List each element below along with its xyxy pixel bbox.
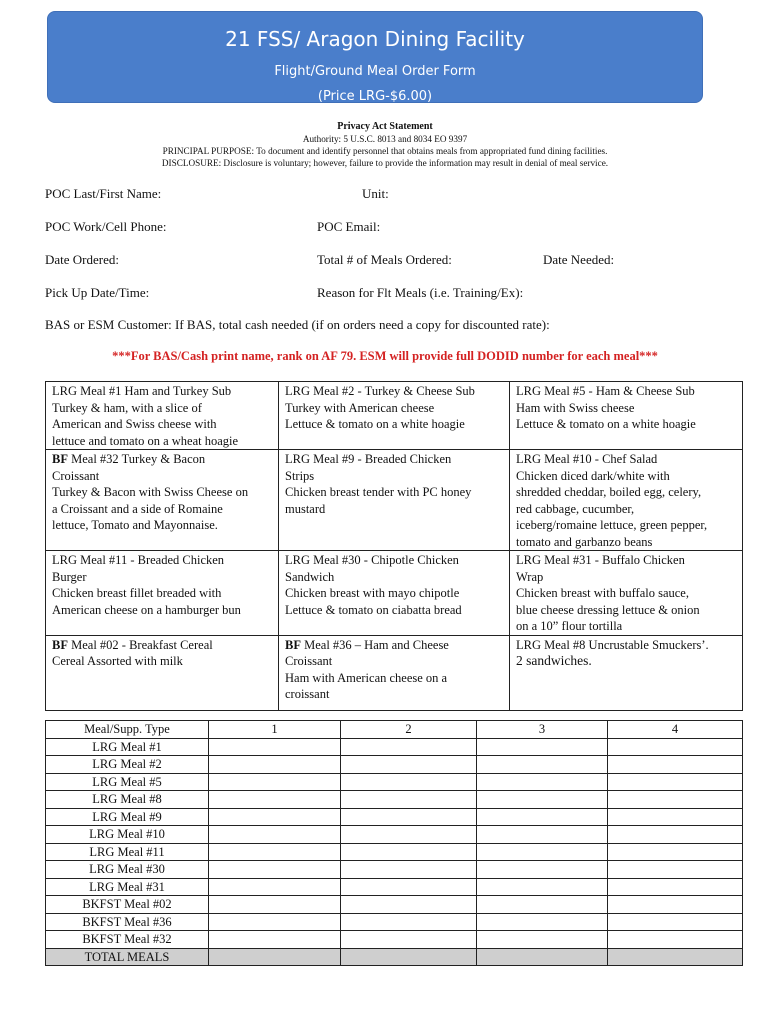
order-row-label: LRG Meal #1 xyxy=(46,738,209,756)
order-entry-cell[interactable] xyxy=(477,791,608,809)
order-row-label: LRG Meal #10 xyxy=(46,826,209,844)
menu-line: Turkey & ham, with a slice of xyxy=(52,400,202,415)
menu-line: LRG Meal #2 - Turkey & Cheese Sub xyxy=(285,384,475,398)
menu-line: lettuce, Tomato and Mayonnaise. xyxy=(52,518,218,532)
order-entry-cell[interactable] xyxy=(209,808,341,826)
order-row xyxy=(46,808,743,826)
menu-line: LRG Meal #5 - Ham & Cheese Sub xyxy=(516,384,695,398)
unit-field[interactable]: Unit: xyxy=(362,186,389,201)
menu-cell-meal-11 xyxy=(46,551,279,636)
order-row xyxy=(46,791,743,809)
order-row xyxy=(46,773,743,791)
order-entry-cell[interactable] xyxy=(608,913,743,931)
bf-tag: BF xyxy=(285,637,301,652)
menu-line: Cereal Assorted with milk xyxy=(52,654,183,668)
menu-line: LRG Meal #1 Ham and Turkey Sub xyxy=(52,384,232,398)
menu-cell-meal-1 xyxy=(46,382,279,450)
order-entry-cell[interactable] xyxy=(209,826,341,844)
order-entry-cell[interactable] xyxy=(209,843,341,861)
bas-esm-field[interactable]: BAS or ESM Customer: If BAS, total cash needed (if on orders need a copy for discounted rate): xyxy=(45,317,550,332)
order-entry-cell[interactable] xyxy=(209,861,341,879)
order-entry-cell[interactable] xyxy=(341,826,477,844)
menu-line: croissant xyxy=(285,687,330,701)
order-body xyxy=(46,738,743,948)
order-entry-cell[interactable] xyxy=(608,878,743,896)
order-header-row xyxy=(46,721,743,739)
order-header-cell: 2 xyxy=(341,721,477,739)
poc-email-field[interactable]: POC Email: xyxy=(317,219,381,234)
order-entry-cell[interactable] xyxy=(341,948,477,966)
menu-line: LRG Meal #9 - Breaded Chicken xyxy=(285,452,452,466)
order-row-label: LRG Meal #11 xyxy=(46,843,209,861)
order-row xyxy=(46,896,743,914)
form-header-banner xyxy=(47,11,703,103)
menu-line: Burger xyxy=(52,569,87,584)
order-row-label: LRG Meal #30 xyxy=(46,861,209,879)
order-entry-cell[interactable] xyxy=(608,791,743,809)
menu-line: shredded cheddar, boiled egg, celery, xyxy=(516,485,702,499)
order-row-label: BKFST Meal #32 xyxy=(46,931,209,949)
order-entry-cell[interactable] xyxy=(477,756,608,774)
order-entry-cell[interactable] xyxy=(477,878,608,896)
menu-line: Ham with American cheese on a xyxy=(285,670,448,685)
menu-line: Chicken breast with buffalo sauce, xyxy=(516,586,689,600)
menu-cell-meal-32 xyxy=(46,450,279,551)
privacy-disclosure: DISCLOSURE: Disclosure is voluntary; however, failure to provide the information may result in denial of meal service. xyxy=(161,158,609,168)
menu-line: Sandwich xyxy=(285,569,335,584)
menu-line: American cheese on a hamburger bun xyxy=(52,602,241,617)
menu-line xyxy=(52,637,274,654)
order-entry-cell[interactable] xyxy=(477,861,608,879)
order-header-cell: Meal/Supp. Type xyxy=(46,721,209,739)
menu-line: a Croissant and a side of Romaine xyxy=(52,501,223,516)
order-entry-cell[interactable] xyxy=(341,773,477,791)
order-row xyxy=(46,826,743,844)
order-row xyxy=(46,931,743,949)
menu-line: LRG Meal #8 Uncrustable Smuckers’. xyxy=(516,637,709,652)
order-entry-cell[interactable] xyxy=(608,843,743,861)
privacy-title: Privacy Act Statement xyxy=(337,121,433,132)
order-entry-cell[interactable] xyxy=(341,808,477,826)
menu-line: LRG Meal #31 - Buffalo Chicken xyxy=(516,553,685,567)
menu-cell-meal-31 xyxy=(510,551,743,636)
menu-line: Ham with Swiss cheese xyxy=(516,400,635,415)
order-entry-cell[interactable] xyxy=(209,931,341,949)
order-entry-cell[interactable] xyxy=(209,773,341,791)
order-row-label: LRG Meal #8 xyxy=(46,791,209,809)
order-entry-cell[interactable] xyxy=(341,913,477,931)
order-entry-cell[interactable] xyxy=(209,896,341,914)
bf-tag: BF xyxy=(52,452,68,466)
order-row-label: LRG Meal #5 xyxy=(46,773,209,791)
menu-line: Lettuce & tomato on a white hoagie xyxy=(516,417,696,431)
order-entry-cell[interactable] xyxy=(341,878,477,896)
menu-cell-meal-10 xyxy=(510,450,743,551)
menu-line: LRG Meal #10 - Chef Salad xyxy=(516,452,658,466)
menu-line: on a 10” flour tortilla xyxy=(516,619,623,633)
menu-line: Turkey & Bacon with Swiss Cheese on xyxy=(52,485,249,499)
order-row xyxy=(46,913,743,931)
privacy-authority: Authority: 5 U.S.C. 8013 and 8034 EO 9397 xyxy=(302,134,468,144)
menu-line: blue cheese dressing lettuce & onion xyxy=(516,602,700,617)
form-subtitle: Flight/Ground Meal Order Form xyxy=(274,64,476,79)
order-entry-cell[interactable] xyxy=(608,756,743,774)
order-row-label: BKFST Meal #36 xyxy=(46,913,209,931)
order-row xyxy=(46,878,743,896)
menu-line: Chicken diced dark/white with xyxy=(516,468,670,483)
order-entry-cell[interactable] xyxy=(209,913,341,931)
menu-line: lettuce and tomato on a wheat hoagie xyxy=(52,433,239,448)
order-entry-cell[interactable] xyxy=(209,948,341,966)
order-entry-cell[interactable] xyxy=(608,948,743,966)
menu-line: Chicken breast fillet breaded with xyxy=(52,586,222,600)
form-price: (Price LRG-$6.00) xyxy=(317,89,433,104)
menu-cell-meal-36 xyxy=(279,635,510,710)
menu-line: LRG Meal #30 - Chipotle Chicken xyxy=(285,553,459,567)
menu-line: Wrap xyxy=(516,569,544,584)
total-meals-row xyxy=(46,948,743,966)
menu-line-rest: Meal #02 - Breakfast Cereal xyxy=(67,637,213,652)
order-entry-cell[interactable] xyxy=(608,773,743,791)
order-entry-cell[interactable] xyxy=(209,738,341,756)
order-header-cell: 4 xyxy=(608,721,743,739)
order-entry-cell[interactable] xyxy=(608,931,743,949)
bas-esm-notice: ***For BAS/Cash print name, rank on AF 79. ESM will provide full DODID number for each meal*** xyxy=(112,349,658,363)
reason-field[interactable]: Reason for Flt Meals (i.e. Training/Ex): xyxy=(317,285,524,300)
order-entry-cell[interactable] xyxy=(477,773,608,791)
meal-menu-table xyxy=(45,381,743,711)
menu-line: Croissant xyxy=(52,468,100,483)
menu-line: Chicken breast with mayo chipotle xyxy=(285,586,460,600)
poc-name-field[interactable]: POC Last/First Name: xyxy=(45,186,162,201)
order-row xyxy=(46,738,743,756)
order-entry-cell[interactable] xyxy=(477,808,608,826)
order-entry-cell[interactable] xyxy=(608,861,743,879)
menu-line: mustard xyxy=(285,501,326,516)
order-row xyxy=(46,843,743,861)
menu-line: LRG Meal #11 - Breaded Chicken xyxy=(52,553,225,567)
menu-cell-meal-2 xyxy=(279,382,510,450)
order-entry-cell[interactable] xyxy=(209,756,341,774)
order-entry-cell[interactable] xyxy=(341,896,477,914)
menu-line: red cabbage, cucumber, xyxy=(516,501,635,516)
order-entry-cell[interactable] xyxy=(608,808,743,826)
date-ordered-field[interactable]: Date Ordered: xyxy=(45,252,119,267)
order-entry-cell[interactable] xyxy=(477,738,608,756)
menu-line: Turkey with American cheese xyxy=(285,400,435,415)
order-row-label: LRG Meal #31 xyxy=(46,878,209,896)
order-row xyxy=(46,756,743,774)
order-row-label: BKFST Meal #02 xyxy=(46,896,209,914)
order-entry-cell[interactable] xyxy=(209,791,341,809)
order-entry-cell[interactable] xyxy=(341,791,477,809)
order-entry-cell[interactable] xyxy=(341,931,477,949)
total-meals-label: TOTAL MEALS xyxy=(46,948,209,966)
date-needed-field[interactable]: Date Needed: xyxy=(543,252,615,267)
order-entry-cell[interactable] xyxy=(477,948,608,966)
order-entry-cell[interactable] xyxy=(477,843,608,861)
order-entry-cell[interactable] xyxy=(341,861,477,879)
order-row-label: LRG Meal #2 xyxy=(46,756,209,774)
order-entry-cell[interactable] xyxy=(477,913,608,931)
menu-line: iceberg/romaine lettuce, green pepper, xyxy=(516,518,708,532)
menu-line xyxy=(285,637,505,654)
menu-line: Croissant xyxy=(285,654,333,668)
menu-cell-meal-02 xyxy=(46,635,279,710)
menu-cell-meal-9 xyxy=(279,450,510,551)
menu-cell-meal-8 xyxy=(510,635,743,710)
order-entry-cell[interactable] xyxy=(608,738,743,756)
menu-line-rest: Meal #36 – Ham and Cheese xyxy=(300,637,449,652)
order-entry-cell[interactable] xyxy=(477,931,608,949)
bf-tag: BF xyxy=(52,637,68,652)
menu-line-rest: Meal #32 Turkey & Bacon xyxy=(67,452,206,466)
meal-order-table xyxy=(45,720,743,966)
order-row-label: LRG Meal #9 xyxy=(46,808,209,826)
menu-line: 2 sandwiches. xyxy=(516,653,592,668)
order-entry-cell[interactable] xyxy=(477,896,608,914)
order-entry-cell[interactable] xyxy=(341,843,477,861)
menu-cell-meal-30 xyxy=(279,551,510,636)
menu-line: Lettuce & tomato on a white hoagie xyxy=(285,417,465,431)
menu-line: tomato and garbanzo beans xyxy=(516,534,653,549)
poc-phone-field[interactable]: POC Work/Cell Phone: xyxy=(45,219,167,234)
total-meals-field[interactable]: Total # of Meals Ordered: xyxy=(317,252,452,267)
menu-line xyxy=(52,451,274,468)
order-entry-cell[interactable] xyxy=(341,756,477,774)
order-header-cell: 3 xyxy=(477,721,608,739)
menu-line: Chicken breast tender with PC honey xyxy=(285,485,472,499)
order-entry-cell[interactable] xyxy=(209,878,341,896)
privacy-act-statement xyxy=(0,121,770,169)
form-title: 21 FSS/ Aragon Dining Facility xyxy=(225,27,525,51)
menu-line: Strips xyxy=(285,468,315,483)
menu-line: American and Swiss cheese with xyxy=(52,417,217,431)
order-entry-cell[interactable] xyxy=(608,896,743,914)
menu-line: Lettuce & tomato on ciabatta bread xyxy=(285,602,462,617)
order-header-cell: 1 xyxy=(209,721,341,739)
privacy-purpose: PRINCIPAL PURPOSE: To document and identify personnel that obtains meals from appropriated fund dining facilities. xyxy=(162,146,608,156)
pickup-field[interactable]: Pick Up Date/Time: xyxy=(45,285,150,300)
order-entry-cell[interactable] xyxy=(341,738,477,756)
order-entry-cell[interactable] xyxy=(608,826,743,844)
order-entry-cell[interactable] xyxy=(477,826,608,844)
menu-cell-meal-5 xyxy=(510,382,743,450)
order-row xyxy=(46,861,743,879)
